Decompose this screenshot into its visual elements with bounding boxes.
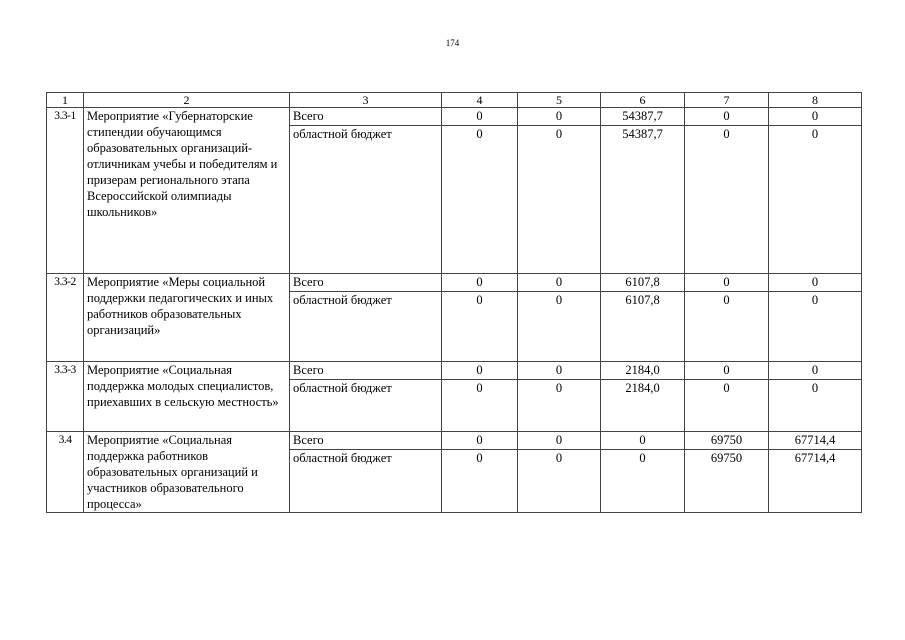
value-cell-v7: 69750	[685, 432, 769, 450]
value-cell-v6: 2184,0	[601, 380, 685, 432]
header-row	[47, 93, 862, 108]
value-cell-v4: 0	[442, 380, 518, 432]
value-cell-v4: 0	[442, 432, 518, 450]
value-cell-v4: 0	[442, 292, 518, 362]
value-cell-v6: 0	[601, 432, 685, 450]
value-cell-v5: 0	[518, 362, 601, 380]
header-cell: 8	[769, 93, 862, 108]
row-code: 3.3-1	[47, 108, 84, 274]
value-cell-v4: 0	[442, 274, 518, 292]
value-cell-v6: 0	[601, 450, 685, 513]
value-cell-v7: 0	[685, 380, 769, 432]
value-cell-v6: 2184,0	[601, 362, 685, 380]
value-cell-v5: 0	[518, 292, 601, 362]
value-cell-v7: 0	[685, 274, 769, 292]
value-cell-v8: 0	[769, 126, 862, 274]
row-code: 3.3-3	[47, 362, 84, 432]
value-cell-v6: 6107,8	[601, 292, 685, 362]
table-body	[47, 93, 862, 513]
value-cell-v5: 0	[518, 432, 601, 450]
value-cell-v5: 0	[518, 274, 601, 292]
funding-source: Всего	[290, 108, 442, 126]
value-cell-v6: 54387,7	[601, 108, 685, 126]
value-cell-v4: 0	[442, 362, 518, 380]
header-cell: 6	[601, 93, 685, 108]
page-number: 174	[445, 38, 460, 48]
table-row-total	[47, 432, 862, 450]
header-cell: 7	[685, 93, 769, 108]
header-cell: 1	[47, 93, 84, 108]
funding-source: областной бюджет	[290, 292, 442, 362]
row-name: Мероприятие «Губернаторские стипендии обучающимся образовательных организаций-отличникам учебы и победителям и призерам регионального этапа Всероссийской олимпиады школьников»	[84, 108, 290, 274]
value-cell-v7: 69750	[685, 450, 769, 513]
funding-source: Всего	[290, 432, 442, 450]
funding-source: областной бюджет	[290, 450, 442, 513]
value-cell-v8: 0	[769, 292, 862, 362]
value-cell-v7: 0	[685, 108, 769, 126]
funding-source: Всего	[290, 274, 442, 292]
value-cell-v5: 0	[518, 380, 601, 432]
table-row-total	[47, 274, 862, 292]
header-cell: 5	[518, 93, 601, 108]
budget-table	[46, 92, 862, 513]
funding-source: областной бюджет	[290, 126, 442, 274]
value-cell-v4: 0	[442, 450, 518, 513]
value-cell-v8: 0	[769, 362, 862, 380]
header-cell: 4	[442, 93, 518, 108]
funding-source: Всего	[290, 362, 442, 380]
value-cell-v5: 0	[518, 450, 601, 513]
value-cell-v8: 67714,4	[769, 450, 862, 513]
value-cell-v7: 0	[685, 126, 769, 274]
value-cell-v7: 0	[685, 292, 769, 362]
value-cell-v4: 0	[442, 126, 518, 274]
value-cell-v8: 0	[769, 274, 862, 292]
row-code: 3.3-2	[47, 274, 84, 362]
value-cell-v6: 54387,7	[601, 126, 685, 274]
value-cell-v5: 0	[518, 108, 601, 126]
row-name: Мероприятие «Меры социальной поддержки педагогических и иных работников образовательных организаций»	[84, 274, 290, 362]
row-name: Мероприятие «Социальная поддержка работников образовательных организаций и участников образовательного процесса»	[84, 432, 290, 513]
value-cell-v5: 0	[518, 126, 601, 274]
value-cell-v8: 0	[769, 380, 862, 432]
value-cell-v8: 67714,4	[769, 432, 862, 450]
value-cell-v8: 0	[769, 108, 862, 126]
row-code: 3.4	[47, 432, 84, 513]
value-cell-v4: 0	[442, 108, 518, 126]
row-name: Мероприятие «Социальная поддержка молодых специалистов, приехавших в сельскую местность»	[84, 362, 290, 432]
header-cell: 3	[290, 93, 442, 108]
table-row-total	[47, 108, 862, 126]
header-cell: 2	[84, 93, 290, 108]
funding-source: областной бюджет	[290, 380, 442, 432]
table-row-total	[47, 362, 862, 380]
value-cell-v6: 6107,8	[601, 274, 685, 292]
value-cell-v7: 0	[685, 362, 769, 380]
